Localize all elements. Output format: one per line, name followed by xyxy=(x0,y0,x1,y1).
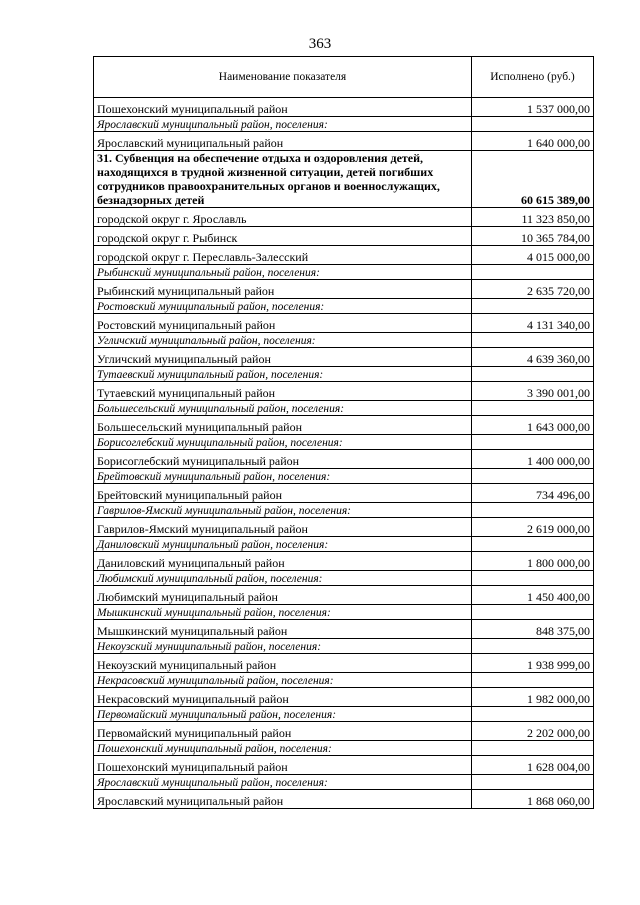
row-name: городской округ г. Переславль-Залесский xyxy=(94,246,472,265)
table-row xyxy=(94,586,594,605)
table-subheader-row xyxy=(94,605,594,620)
row-amount: 4 131 340,00 xyxy=(472,314,594,333)
row-amount: 1 537 000,00 xyxy=(472,98,594,117)
row-amount: 1 400 000,00 xyxy=(472,450,594,469)
row-amount xyxy=(472,299,594,314)
row-amount: 1 938 999,00 xyxy=(472,654,594,673)
row-amount xyxy=(472,367,594,382)
table-row xyxy=(94,654,594,673)
row-name: Пошехонский муниципальный район xyxy=(94,756,472,775)
table-subheader-row xyxy=(94,367,594,382)
table-row xyxy=(94,484,594,503)
row-amount: 1 643 000,00 xyxy=(472,416,594,435)
row-name: городской округ г. Рыбинск xyxy=(94,227,472,246)
row-amount xyxy=(472,469,594,484)
table-row xyxy=(94,98,594,117)
row-name: Мышкинский муниципальный район xyxy=(94,620,472,639)
row-name: Ярославский муниципальный район xyxy=(94,132,472,151)
row-name: Любимский муниципальный район xyxy=(94,586,472,605)
table-row xyxy=(94,688,594,707)
row-amount: 1 800 000,00 xyxy=(472,552,594,571)
table-row xyxy=(94,382,594,401)
row-amount: 4 639 360,00 xyxy=(472,348,594,367)
header-amount: Исполнено (руб.) xyxy=(472,57,594,98)
row-name: Ярославский муниципальный район, поселения: xyxy=(94,117,472,132)
row-amount xyxy=(472,117,594,132)
row-name: Даниловский муниципальный район xyxy=(94,552,472,571)
table-row xyxy=(94,227,594,246)
row-amount xyxy=(472,435,594,450)
table-subheader-row xyxy=(94,333,594,348)
row-name: Тутаевский муниципальный район, поселения: xyxy=(94,367,472,382)
row-amount: 2 635 720,00 xyxy=(472,280,594,299)
row-amount: 1 640 000,00 xyxy=(472,132,594,151)
table-subheader-row xyxy=(94,117,594,132)
row-name: Мышкинский муниципальный район, поселения: xyxy=(94,605,472,620)
row-name: 31. Субвенция на обеспечение отдыха и оздоровления детей, находящихся в трудной жизненной ситуации, детей погибших сотрудников правоохранительных органов и военнослужащих, безнадзорных детей xyxy=(94,151,472,208)
table-row xyxy=(94,450,594,469)
row-name: городской округ г. Ярославль xyxy=(94,208,472,227)
table-subheader-row xyxy=(94,503,594,518)
table-subheader-row xyxy=(94,435,594,450)
table-row xyxy=(94,280,594,299)
table-row xyxy=(94,208,594,227)
table-subheader-row xyxy=(94,537,594,552)
row-name: Первомайский муниципальный район, поселения: xyxy=(94,707,472,722)
row-name: Некрасовский муниципальный район xyxy=(94,688,472,707)
table-header-row xyxy=(94,57,594,98)
row-name: Большесельский муниципальный район xyxy=(94,416,472,435)
row-name: Первомайский муниципальный район xyxy=(94,722,472,741)
row-amount: 4 015 000,00 xyxy=(472,246,594,265)
table-subheader-row xyxy=(94,673,594,688)
row-amount xyxy=(472,503,594,518)
row-amount: 734 496,00 xyxy=(472,484,594,503)
page-number: 363 xyxy=(308,36,332,52)
table-row xyxy=(94,722,594,741)
row-name: Рыбинский муниципальный район xyxy=(94,280,472,299)
table-subheader-row xyxy=(94,741,594,756)
table-row xyxy=(94,552,594,571)
table-row xyxy=(94,790,594,809)
row-amount: 2 202 000,00 xyxy=(472,722,594,741)
table-subheader-row xyxy=(94,299,594,314)
row-name: Гаврилов-Ямский муниципальный район xyxy=(94,518,472,537)
row-name: Пошехонский муниципальный район, поселения: xyxy=(94,741,472,756)
row-name: Рыбинский муниципальный район, поселения: xyxy=(94,265,472,280)
table-subheader-row xyxy=(94,265,594,280)
row-name: Некоузский муниципальный район xyxy=(94,654,472,673)
row-name: Пошехонский муниципальный район xyxy=(94,98,472,117)
row-name: Даниловский муниципальный район, поселения: xyxy=(94,537,472,552)
row-amount: 11 323 850,00 xyxy=(472,208,594,227)
table-subheader-row xyxy=(94,707,594,722)
table-subheader-row xyxy=(94,639,594,654)
row-amount: 1 868 060,00 xyxy=(472,790,594,809)
table-row xyxy=(94,314,594,333)
row-name: Борисоглебский муниципальный район xyxy=(94,450,472,469)
row-name: Борисоглебский муниципальный район, поселения: xyxy=(94,435,472,450)
row-amount xyxy=(472,265,594,280)
table-row xyxy=(94,246,594,265)
table-row xyxy=(94,518,594,537)
table-subheader-row xyxy=(94,401,594,416)
row-amount xyxy=(472,333,594,348)
row-amount: 1 628 004,00 xyxy=(472,756,594,775)
row-amount xyxy=(472,537,594,552)
row-amount xyxy=(472,775,594,790)
row-name: Некрасовский муниципальный район, поселения: xyxy=(94,673,472,688)
table-row xyxy=(94,348,594,367)
row-name: Большесельский муниципальный район, поселения: xyxy=(94,401,472,416)
row-name: Гаврилов-Ямский муниципальный район, поселения: xyxy=(94,503,472,518)
row-name: Ярославский муниципальный район xyxy=(94,790,472,809)
row-name: Любимский муниципальный район, поселения: xyxy=(94,571,472,586)
row-amount: 60 615 389,00 xyxy=(472,151,594,208)
row-name: Брейтовский муниципальный район, поселения: xyxy=(94,469,472,484)
row-amount: 1 982 000,00 xyxy=(472,688,594,707)
row-name: Угличский муниципальный район, поселения: xyxy=(94,333,472,348)
header-name: Наименование показателя xyxy=(94,57,472,98)
row-amount xyxy=(472,673,594,688)
row-name: Угличский муниципальный район xyxy=(94,348,472,367)
table-row xyxy=(94,132,594,151)
table-row xyxy=(94,756,594,775)
budget-table xyxy=(93,56,594,809)
row-amount xyxy=(472,571,594,586)
row-amount: 848 375,00 xyxy=(472,620,594,639)
table-body xyxy=(94,57,594,809)
table-row xyxy=(94,620,594,639)
table-subheader-row xyxy=(94,775,594,790)
row-amount xyxy=(472,707,594,722)
row-amount xyxy=(472,639,594,654)
row-name: Ярославский муниципальный район, поселения: xyxy=(94,775,472,790)
row-amount: 1 450 400,00 xyxy=(472,586,594,605)
row-name: Ростовский муниципальный район, поселения: xyxy=(94,299,472,314)
table-subheader-row xyxy=(94,469,594,484)
table-section-row xyxy=(94,151,594,208)
row-amount xyxy=(472,605,594,620)
table-subheader-row xyxy=(94,571,594,586)
row-amount xyxy=(472,401,594,416)
table-row xyxy=(94,416,594,435)
row-amount: 2 619 000,00 xyxy=(472,518,594,537)
row-name: Тутаевский муниципальный район xyxy=(94,382,472,401)
row-amount xyxy=(472,741,594,756)
row-amount: 10 365 784,00 xyxy=(472,227,594,246)
row-name: Брейтовский муниципальный район xyxy=(94,484,472,503)
row-name: Ростовский муниципальный район xyxy=(94,314,472,333)
row-name: Некоузский муниципальный район, поселения: xyxy=(94,639,472,654)
row-amount: 3 390 001,00 xyxy=(472,382,594,401)
